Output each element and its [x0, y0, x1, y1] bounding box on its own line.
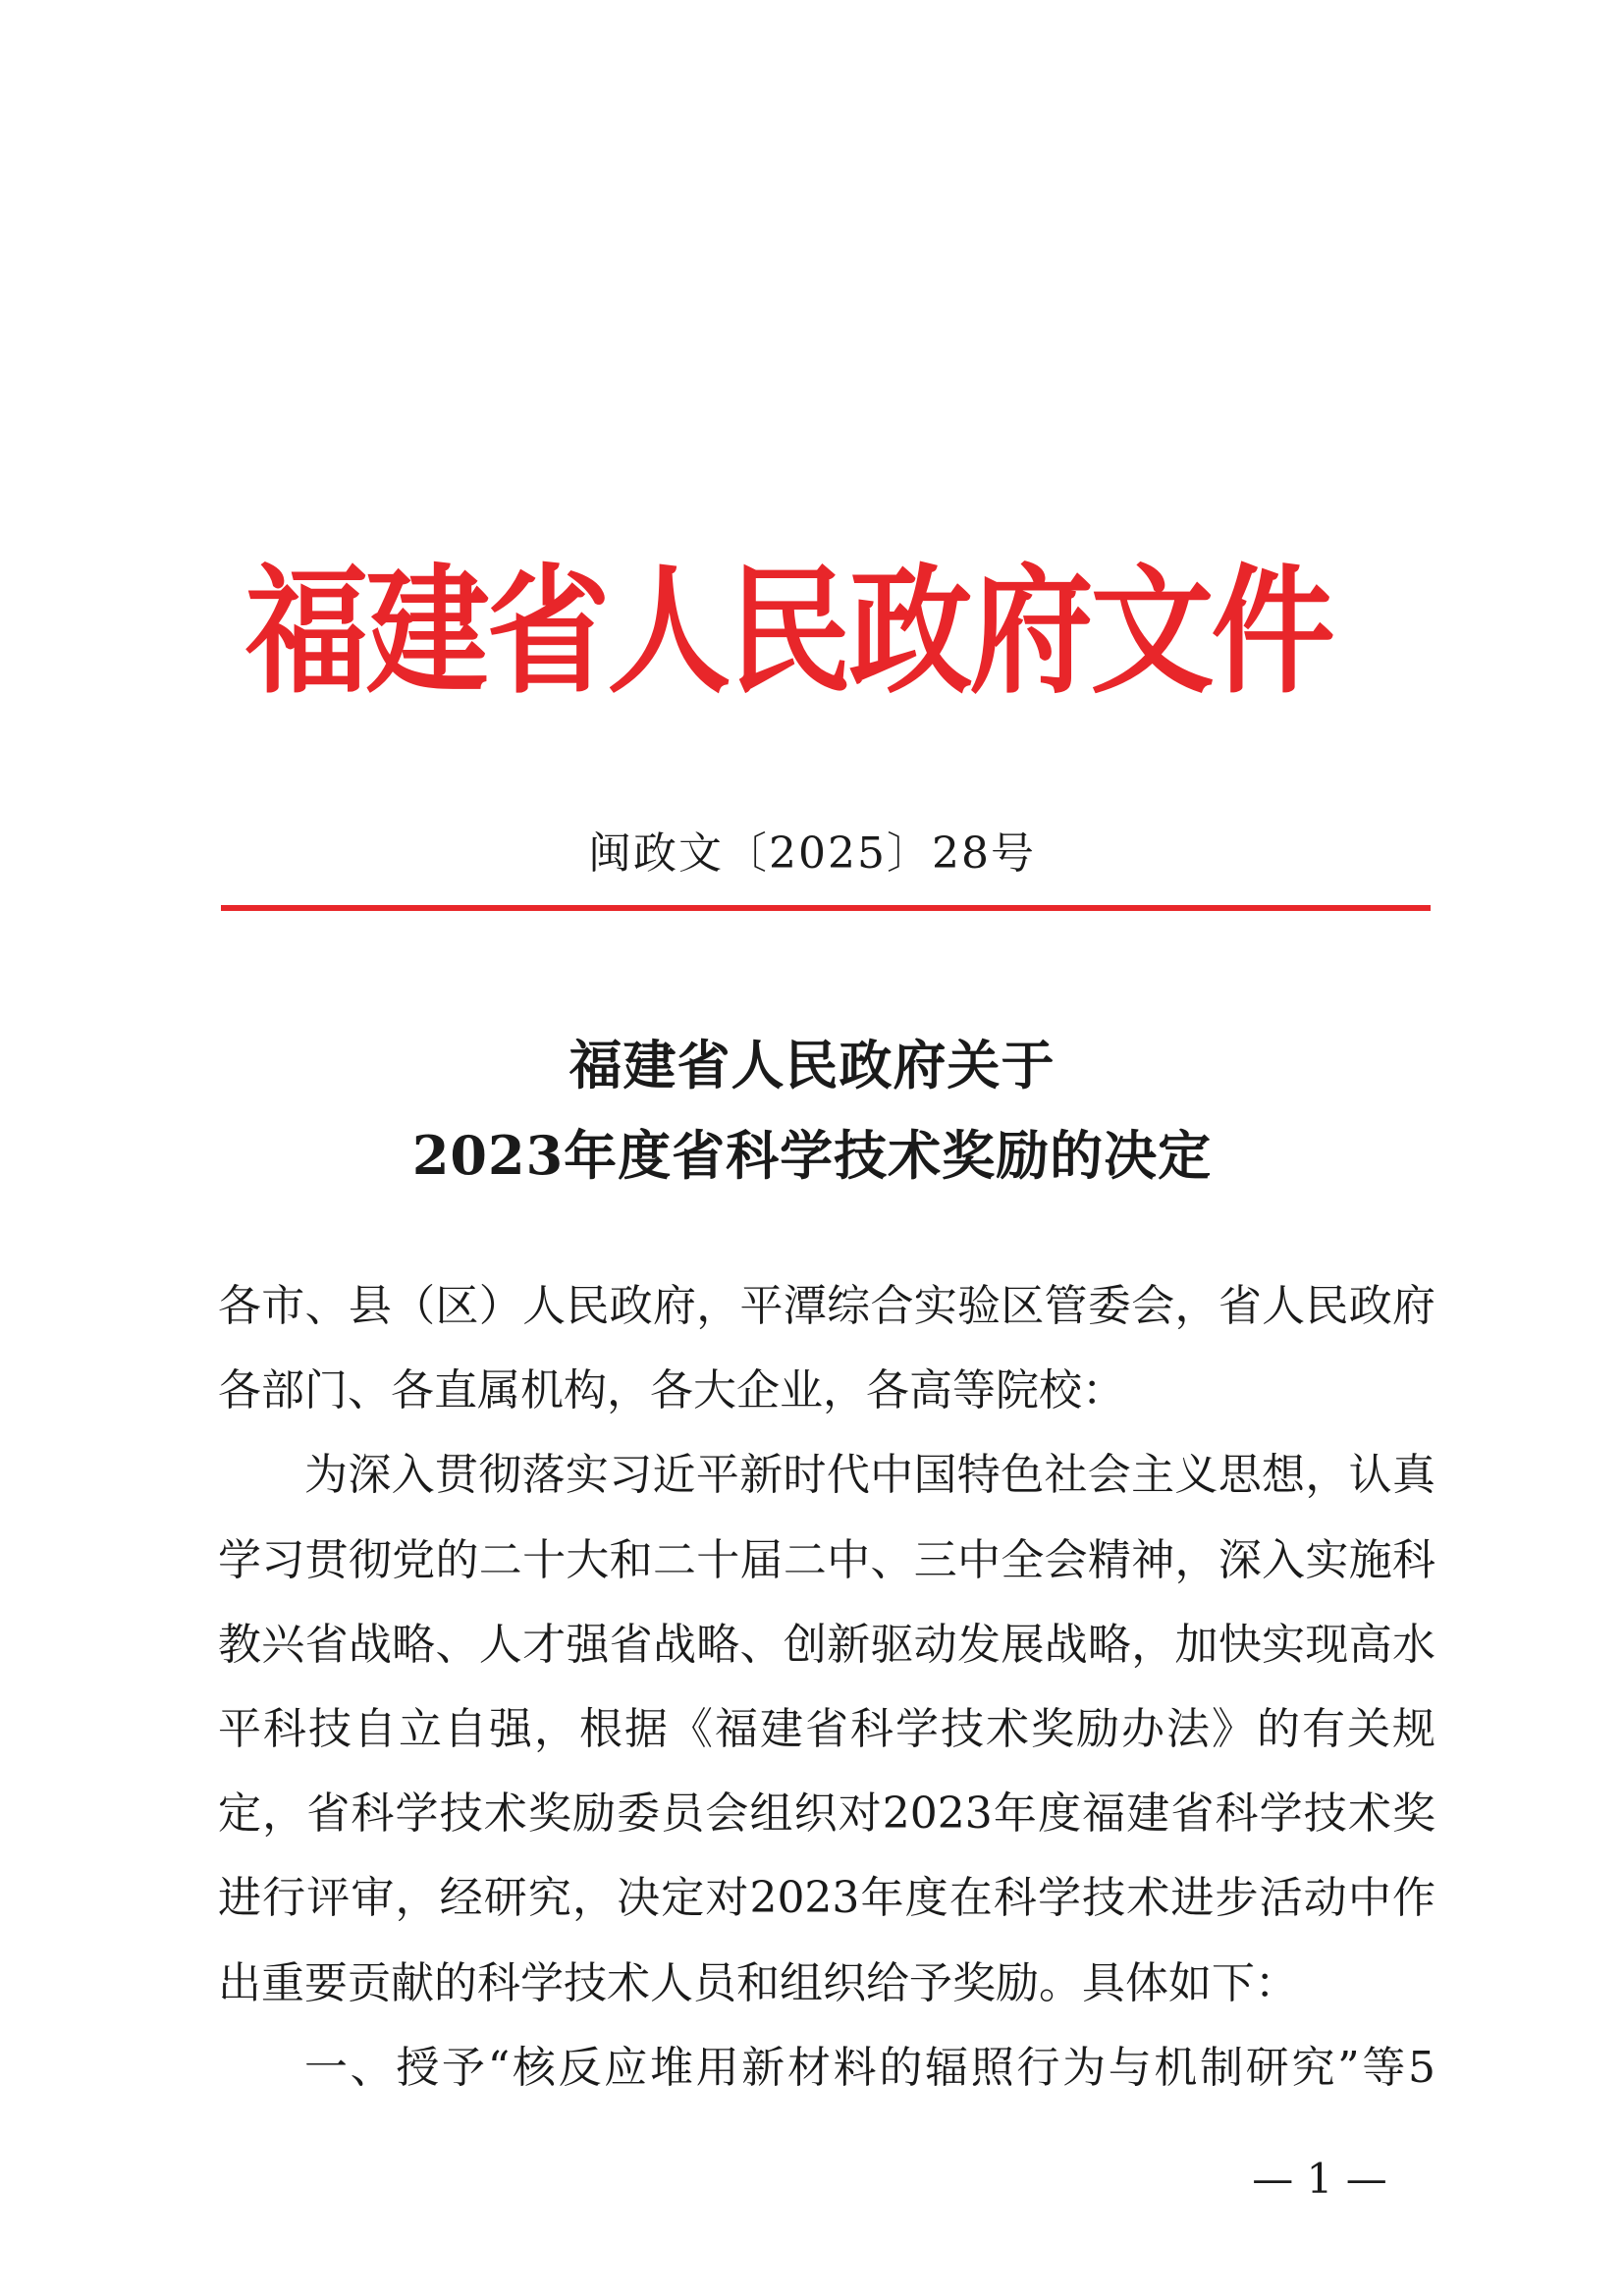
- document-body: [218, 1264, 1435, 2110]
- page-number: — 1 —: [1252, 2155, 1387, 2203]
- document-title-line-2: 2023年度省科学技术奖励的决定: [411, 1124, 1213, 1187]
- document-title-line-1: 福建省人民政府关于: [568, 1034, 1056, 1096]
- issuer-masthead: 福建省人民政府文件: [244, 550, 1332, 713]
- document-number: 闽政文〔2025〕28号: [588, 828, 1036, 879]
- addressee-paragraph: 各市、县（区）人民政府，平潭综合实验区管委会，省人民政府各部门、各直属机构，各大企业，各高等院校：: [218, 1281, 1435, 1416]
- body-paragraph-1: 为深入贯彻落实习近平新时代中国特色社会主义思想，认真学习贯彻党的二十大和二十届二中、三中全会精神，深入实施科教兴省战略、人才强省战略、创新驱动发展战略，加快实现高水平科技自立自强，根据《福建省科学技术奖励办法》的有关规定，省科学技术奖励委员会组织对2023年度福建省科学技术奖进行评审，经研究，决定对2023年度在科学技术进步活动中作出重要贡献的科学技术人员和组织给予奖励。具体如下：: [218, 1450, 1435, 2008]
- body-item-1-start: 一、授予“核反应堆用新材料的辐照行为与机制研究”等5: [304, 2042, 1435, 2093]
- red-separator-rule: [221, 905, 1431, 911]
